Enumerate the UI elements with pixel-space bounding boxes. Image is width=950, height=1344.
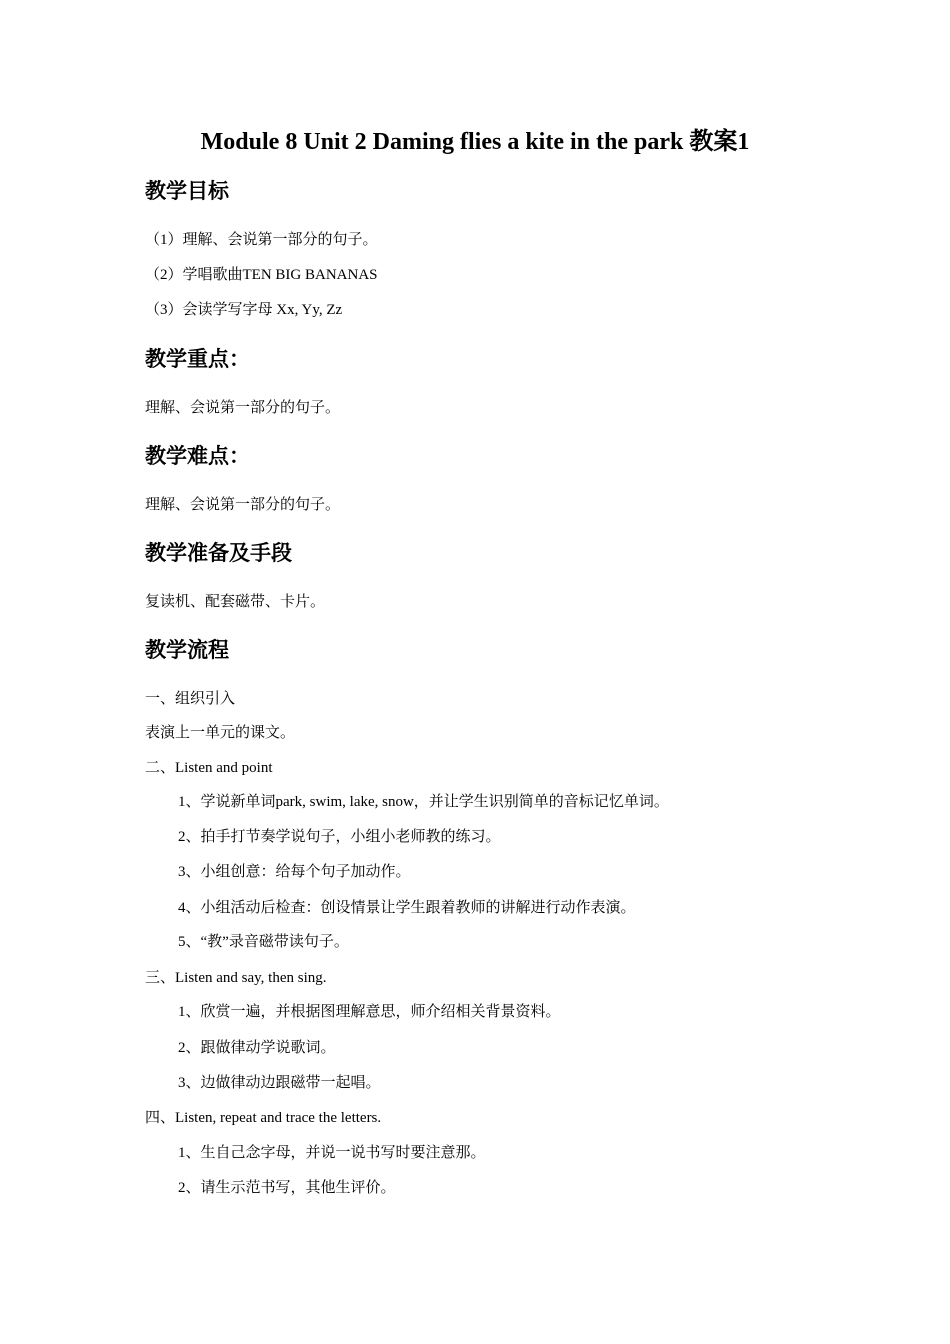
process-section-4-title: 四、Listen, repeat and trace the letters. [145, 1110, 382, 1126]
process-section-2-item-4: 4、小组活动后检查：创设情景让学生跟着教师的讲解进行动作表演。 [178, 900, 636, 916]
heading-preparation: 教学准备及手段 [145, 541, 292, 565]
document-title: Module 8 Unit 2 Daming flies a kite in the park 教案1 [200, 129, 750, 155]
heading-objectives: 教学目标 [145, 179, 229, 203]
process-section-4-item-2: 2、请生示范书写，其他生评价。 [178, 1180, 396, 1196]
process-section-2-item-3: 3、小组创意：给每个句子加动作。 [178, 864, 411, 880]
key-points-text: 理解、会说第一部分的句子。 [145, 400, 341, 416]
heading-difficulties: 教学难点： [145, 444, 250, 468]
preparation-text: 复读机、配套磁带、卡片。 [145, 594, 326, 610]
process-section-1-title: 一、组织引入 [145, 691, 236, 707]
objective-item-3: （3）会读学写字母 Xx, Yy, Zz [145, 302, 343, 318]
objective-item-1: （1）理解、会说第一部分的句子。 [145, 232, 378, 248]
process-section-3-item-3: 3、边做律动边跟磁带一起唱。 [178, 1075, 381, 1091]
process-section-2-title: 二、Listen and point [145, 760, 273, 776]
process-section-3-item-1: 1、欣赏一遍，并根据图理解意思，师介绍相关背景资料。 [178, 1004, 561, 1020]
process-section-2-item-5: 5、“教”录音磁带读句子。 [178, 934, 349, 950]
difficulties-text: 理解、会说第一部分的句子。 [145, 497, 341, 513]
process-section-1-text: 表演上一单元的课文。 [145, 725, 296, 741]
objective-item-2: （2）学唱歌曲TEN BIG BANANAS [145, 267, 378, 283]
process-section-2-item-1: 1、学说新单词park, swim, lake, snow，并让学生识别简单的音标记忆单词。 [178, 794, 669, 810]
process-section-4-item-1: 1、生自己念字母，并说一说书写时要注意那。 [178, 1145, 486, 1161]
process-section-3-title: 三、Listen and say, then sing. [145, 970, 327, 986]
process-section-3-item-2: 2、跟做律动学说歌词。 [178, 1040, 336, 1056]
heading-key-points: 教学重点： [145, 347, 250, 371]
heading-process: 教学流程 [145, 638, 229, 662]
process-section-2-item-2: 2、拍手打节奏学说句子，小组小老师教的练习。 [178, 829, 501, 845]
